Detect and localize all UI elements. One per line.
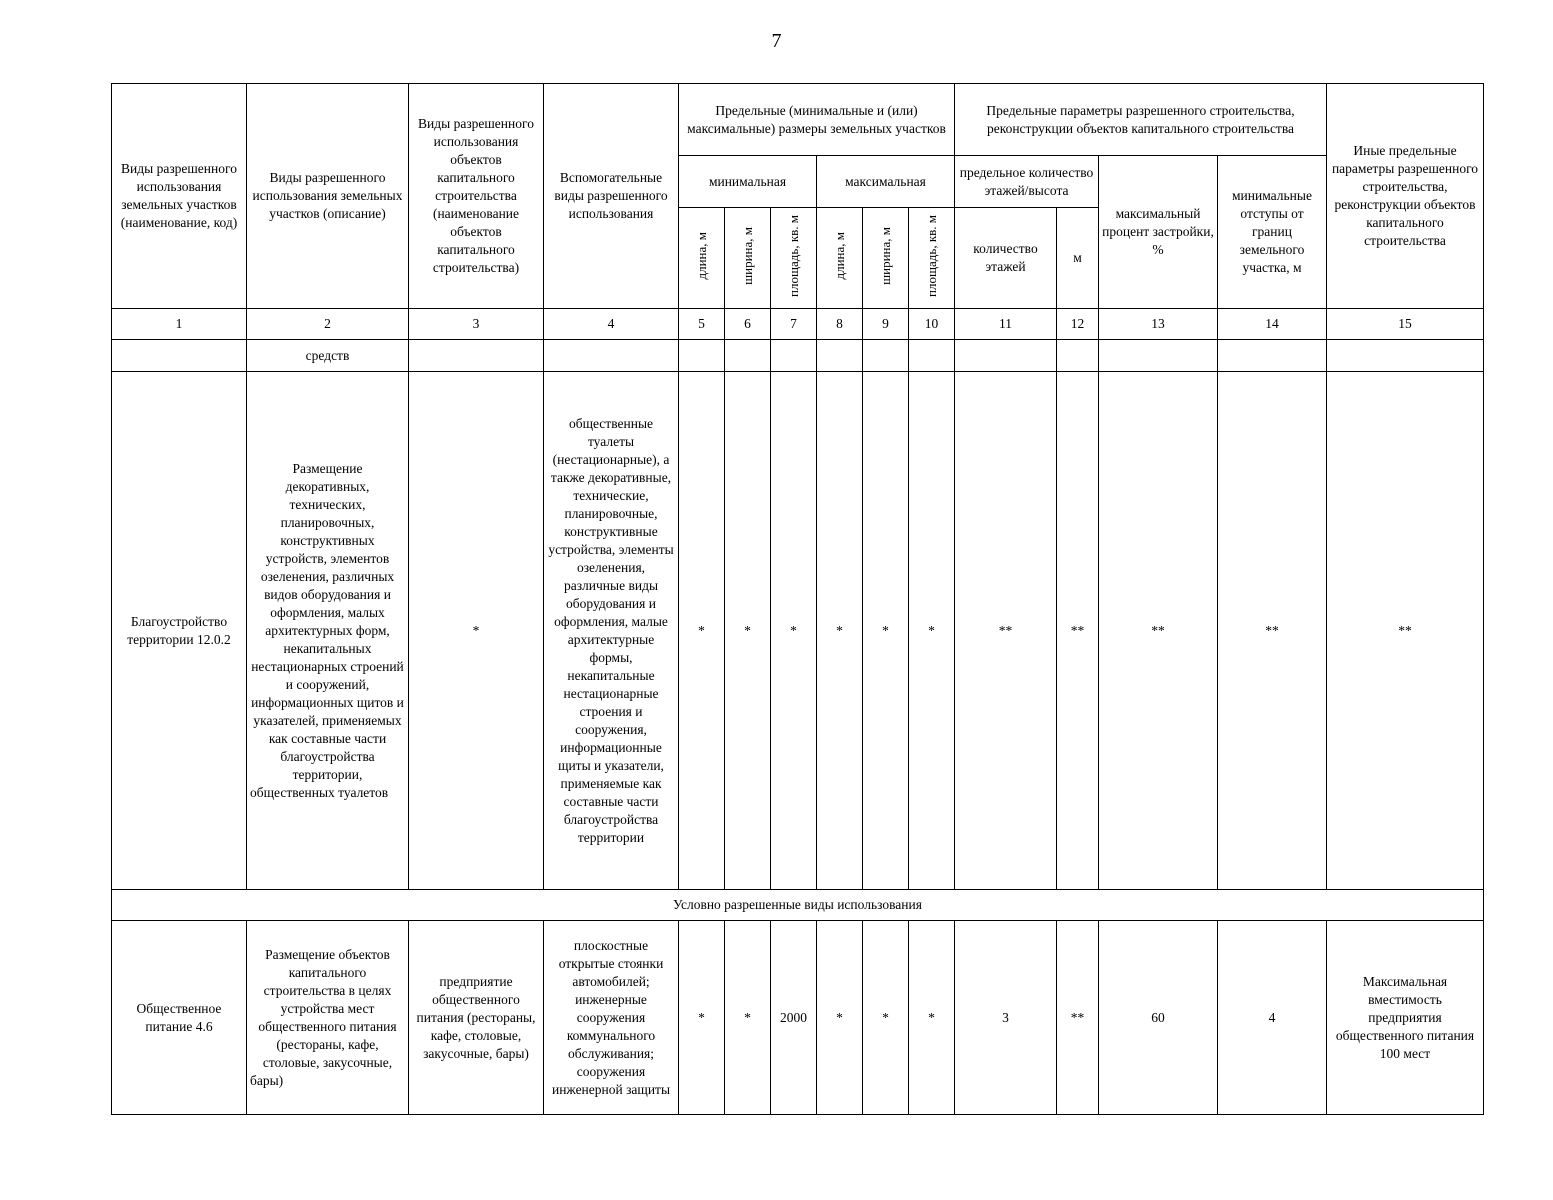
table-row-food (112, 921, 1484, 1115)
col-num: 13 (1099, 309, 1218, 340)
header-max: максимальная (817, 156, 955, 208)
food-c11: 3 (955, 921, 1057, 1115)
food-c4: плоскостные открытые стоянки автомобилей; инженерные сооружения коммунального обслуживания; сооружения инженерной защиты (544, 921, 679, 1115)
food-c8: * (817, 921, 863, 1115)
col-num: 10 (909, 309, 955, 340)
table-row-blagoustroistvo (112, 372, 1484, 890)
header-c4: Вспомогательные виды разрешенного использования (544, 84, 679, 309)
cont-c2: средств (247, 340, 409, 372)
header-c15: Иные предельные параметры разрешенного строительства, реконструкции объектов капитального строительства (1327, 84, 1484, 309)
blago-c12: ** (1057, 372, 1099, 890)
header-c3: Виды разрешенного использования объектов капитального строительства (наименование объектов капитального строительства) (409, 84, 544, 309)
blago-c10: * (909, 372, 955, 890)
col-num: 9 (863, 309, 909, 340)
header-min: минимальная (679, 156, 817, 208)
blago-c13: ** (1099, 372, 1218, 890)
header-max-width: ширина, м (863, 208, 909, 309)
table-row-continuation (112, 340, 1484, 372)
food-c5: * (679, 921, 725, 1115)
col-num: 1 (112, 309, 247, 340)
blago-c15: ** (1327, 372, 1484, 890)
blago-c8: * (817, 372, 863, 890)
header-min-area: площадь, кв. м (771, 208, 817, 309)
header-min-setback: минимальные отступы от границ земельного участка, м (1218, 156, 1327, 309)
header-floors-height: предельное количество этажей/высота (955, 156, 1099, 208)
food-c3: предприятие общественного питания (рестораны, кафе, столовые, закусочные, бары) (409, 921, 544, 1115)
section-title: Условно разрешенные виды использования (112, 890, 1484, 921)
header-min-width: ширина, м (725, 208, 771, 309)
header-group-build: Предельные параметры разрешенного строительства, реконструкции объектов капитального строительства (955, 84, 1327, 156)
column-number-row (112, 309, 1484, 340)
section-row (112, 890, 1484, 921)
header-group-land: Предельные (минимальные и (или) максимальные) размеры земельных участков (679, 84, 955, 156)
blago-c3: * (409, 372, 544, 890)
blago-c5: * (679, 372, 725, 890)
header-meters: м (1057, 208, 1099, 309)
header-floors-count: количество этажей (955, 208, 1057, 309)
col-num: 12 (1057, 309, 1099, 340)
col-num: 14 (1218, 309, 1327, 340)
col-num: 11 (955, 309, 1057, 340)
col-num: 5 (679, 309, 725, 340)
header-max-length: длина, м (817, 208, 863, 309)
food-c15: Максимальная вместимость предприятия общественного питания 100 мест (1327, 921, 1484, 1115)
food-c9: * (863, 921, 909, 1115)
food-c12: ** (1057, 921, 1099, 1115)
header-min-length: длина, м (679, 208, 725, 309)
food-c1: Общественное питание 4.6 (112, 921, 247, 1115)
col-num: 4 (544, 309, 679, 340)
blago-c2: Размещение декоративных, технических, планировочных, конструктивных устройств, элементов озеленения, различных видов оборудования и оформления, малых архитектурных форм, некапитальных нестационарных строений и сооружений, информационных щитов и указателей, применяемых как составные части благоустройства территории, общественных туалетов (247, 372, 409, 890)
blago-c4: общественные туалеты (нестационарные), а также декоративные, технические, планировочные, конструктивные устройства, элементы озеленения, различные виды оборудования и оформления, малые архитектурные формы, некапитальные нестационарные строения и сооружения, информационные щиты и указатели, применяемые как составные части благоустройства территории (544, 372, 679, 890)
header-c2: Виды разрешенного использования земельных участков (описание) (247, 84, 409, 309)
header-max-percent: максимальный процент застройки, % (1099, 156, 1218, 309)
food-c13: 60 (1099, 921, 1218, 1115)
col-num: 6 (725, 309, 771, 340)
blago-c7: * (771, 372, 817, 890)
blago-c14: ** (1218, 372, 1327, 890)
food-c2: Размещение объектов капитального строительства в целях устройства мест общественного питания (рестораны, кафе, столовые, закусочные, бары) (247, 921, 409, 1115)
page-number: 7 (771, 30, 782, 52)
header-c1: Виды разрешенного использования земельных участков (наименование, код) (112, 84, 247, 309)
col-num: 7 (771, 309, 817, 340)
header-max-area: площадь, кв. м (909, 208, 955, 309)
blago-c6: * (725, 372, 771, 890)
col-num: 8 (817, 309, 863, 340)
col-num: 3 (409, 309, 544, 340)
land-use-table (111, 83, 1484, 1115)
food-c14: 4 (1218, 921, 1327, 1115)
col-num: 2 (247, 309, 409, 340)
header-row-1 (112, 84, 1484, 156)
blago-c9: * (863, 372, 909, 890)
blago-c1: Благоустройство территории 12.0.2 (112, 372, 247, 890)
col-num: 15 (1327, 309, 1484, 340)
food-c6: * (725, 921, 771, 1115)
blago-c11: ** (955, 372, 1057, 890)
food-c7: 2000 (771, 921, 817, 1115)
food-c10: * (909, 921, 955, 1115)
